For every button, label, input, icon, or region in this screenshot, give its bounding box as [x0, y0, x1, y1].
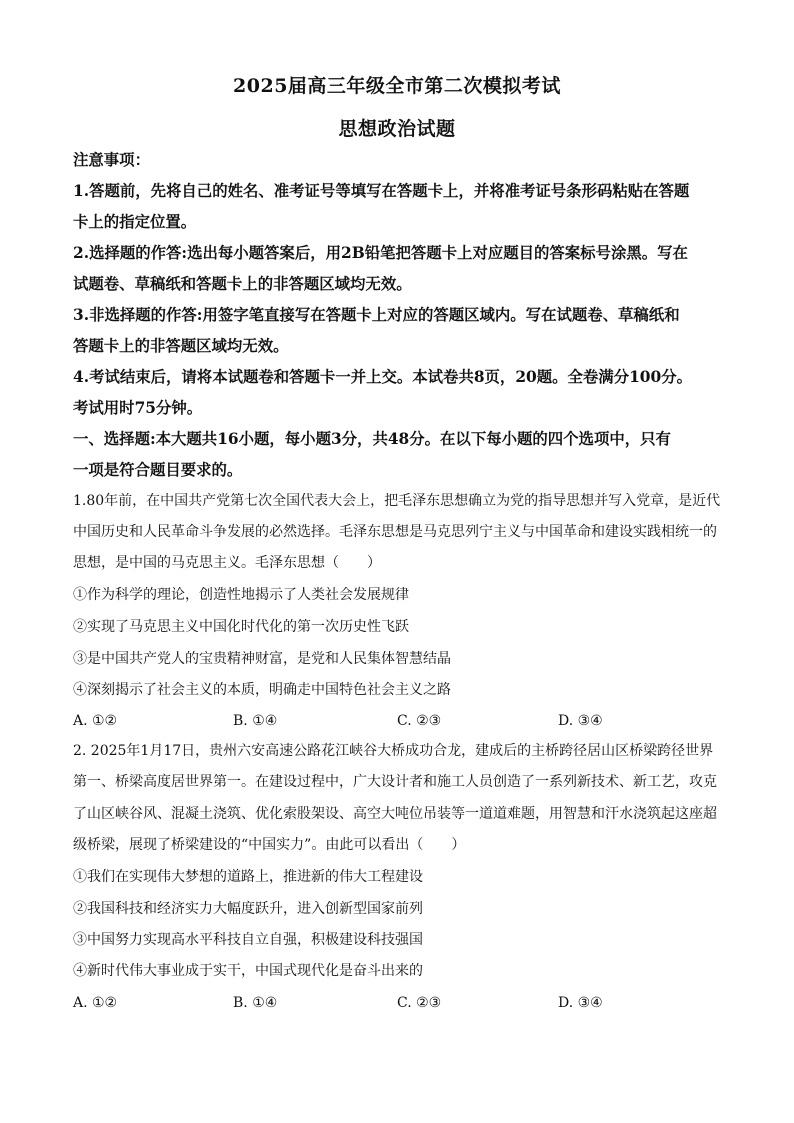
question-stem: 中国历史和人民革命斗争发展的必然选择。毛泽东思想是马克思列宁主义与中国革命和建设实践相统一的	[73, 524, 717, 540]
question-stem: 2. 2025年1月17日，贵州六安高速公路花江峡谷大桥成功合龙，建成后的主桥跨径居山区桥梁跨径世界	[73, 743, 714, 759]
notice-line: 4.考试结束后，请将本试题卷和答题卡一并上交。本试卷共8页，20题。全卷满分100分。	[73, 368, 692, 386]
notice-line: 2.选择题的作答:选出每小题答案后，用2B铅笔把答题卡上对应题目的答案标号涂黑。写在	[73, 244, 688, 262]
section-heading: 一项是符合题目要求的。	[73, 461, 243, 479]
notice-line: 答题卡上的非答题区域均无效。	[73, 337, 289, 355]
question-stem: 第一、桥梁高度居世界第一。在建设过程中，广大设计者和施工人员创造了一系列新技术、新工艺，攻克	[73, 774, 717, 790]
option-b: B. ①④	[233, 713, 278, 729]
question-statement: ④深刻揭示了社会主义的本质，明确走中国特色社会主义之路	[73, 682, 451, 698]
question-statement: ①我们在实现伟大梦想的道路上，推进新的伟大工程建设	[73, 869, 423, 885]
notice-line: 考试用时75分钟。	[73, 399, 203, 417]
question-statement: ①作为科学的理论，创造性地揭示了人类社会发展规律	[73, 587, 409, 603]
option-a: A. ①②	[73, 713, 118, 729]
option-d: D. ③④	[558, 713, 603, 729]
option-c: C. ②③	[397, 713, 442, 729]
notice-line: 3.非选择题的作答:用签字笔直接写在答题卡上对应的答题区域内。写在试题卷、草稿纸和	[73, 306, 680, 324]
question-stem: 1.80年前，在中国共产党第七次全国代表大会上，把毛泽东思想确立为党的指导思想并写入党章，是近代	[73, 493, 721, 509]
option-b: B. ①④	[233, 995, 278, 1011]
question-statement: ④新时代伟大事业成于实干，中国式现代化是奋斗出来的	[73, 963, 423, 979]
question-stem: 了山区峡谷风、混凝土浇筑、优化索股架设、高空大吨位吊装等一道道难题，用智慧和汗水浇筑起这座超	[73, 806, 717, 822]
notice-line: 1.答题前，先将自己的姓名、准考证号等填写在答题卡上，并将准考证号条形码粘贴在答题	[73, 182, 690, 200]
option-d: D. ③④	[558, 995, 603, 1011]
question-statement: ②我国科技和经济实力大幅度跃升，进入创新型国家前列	[73, 901, 423, 917]
question-stem: 思想，是中国的马克思主义。毛泽东思想（ ）	[73, 555, 381, 571]
question-statement: ③中国努力实现高水平科技自立自强，积极建设科技强国	[73, 932, 423, 948]
question-stem: 级桥梁，展现了桥梁建设的“中国实力”。由此可以看出（ ）	[73, 837, 466, 853]
option-a: A. ①②	[73, 995, 118, 1011]
option-c: C. ②③	[397, 995, 442, 1011]
notice-heading: 注意事项：	[73, 151, 150, 169]
question-statement: ③是中国共产党人的宝贵精神财富，是党和人民集体智慧结晶	[73, 651, 451, 667]
exam-subtitle: 思想政治试题	[338, 118, 456, 140]
section-heading: 一、选择题:本大题共16小题，每小题3分，共48分。在以下每小题的四个选项中，只有	[73, 430, 671, 448]
notice-line: 卡上的指定位置。	[73, 213, 197, 231]
question-statement: ②实现了马克思主义中国化时代化的第一次历史性飞跃	[73, 619, 409, 635]
notice-line: 试题卷、草稿纸和答题卡上的非答题区域均无效。	[73, 275, 412, 293]
exam-title: 2025届高三年级全市第二次模拟考试	[233, 75, 561, 97]
